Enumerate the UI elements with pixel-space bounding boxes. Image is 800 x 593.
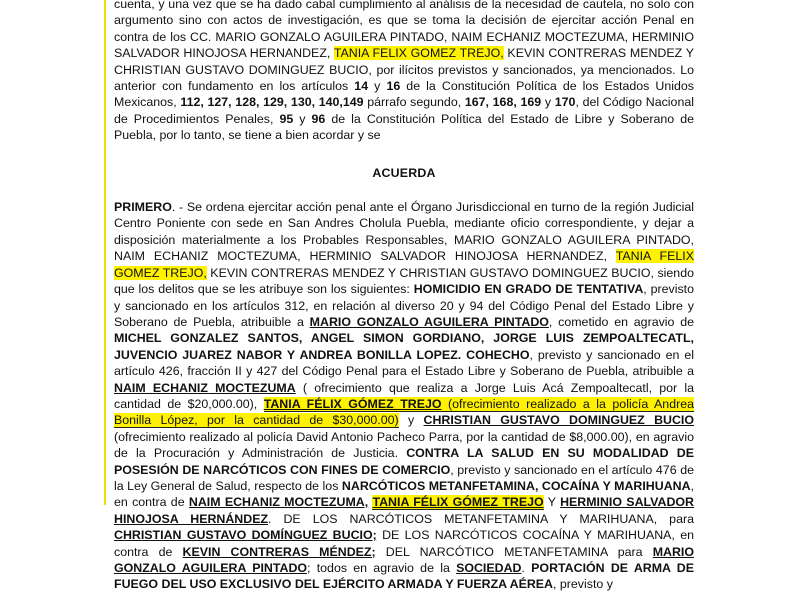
document-body [114,0,694,593]
text-span: ; todos en agravio de la [307,561,457,575]
text-span: de la Constitución Política de los Estados Unidos Mexicanos, [114,79,694,110]
text-span: . DE LOS NARCÓTICOS METANFETAMINA Y MARIHUANA, para [268,511,694,526]
bold-span: NARCÓTICOS METANFETAMINA, COCAÍNA Y MARIHUANA [341,478,691,493]
text-span: y [541,95,555,110]
highlight-name: TANIA FELIX GOMEZ TREJO, [333,46,504,61]
underlined-name: KEVIN CONTRERAS MÉNDEZ; [182,544,376,559]
highlight-name: TANIA FÉLIX GÓMEZ TREJO [372,495,544,510]
text-span: , previsto y sancionado en el artículo 426, fracción II y 427 del Código Penal para el Estado Libre y Soberano de Puebla, atribuible a [114,347,694,379]
text-span: . - Se ordena ejercitar acción penal ante el Órgano Jurisdiccional en turno de la región Judicial Centro Poniente con sede en San Andres Cholula Puebla, mediante oficio correspondiente, y dejar a disposición materialmente a los Probables Responsables, MARIO GONZALO AGUILERA PINTADO, NAIM ECHANIZ MOCTEZUMA, HERMINIO SALVADOR HINOJOSA HERNANDEZ, [114,200,694,264]
bold-span: 16 [386,79,401,94]
underlined-name: NAIM ECHANIZ MOCTEZUMA [114,380,296,395]
text-span: KEVIN CONTRERAS MENDEZ Y CHRISTIAN GUSTAVO DOMINGUEZ BUCIO, por ilícitos previstos y sancionados, ya mencionados. Lo anterior con fundamento en los artículos [114,46,695,94]
underlined-name: NAIM ECHANIZ MOCTEZUMA, [188,495,369,510]
text-span: cuenta, y una vez que se ha dado cabal cumplimiento al análisis de la necesidad de cautela, no solo con argumento sino con actos de investigación, es que se toma la decisión de ejercitar acción Penal en contra de los CC. MARIO GONZALO AGUILERA PINTADO, NAIM ECHANIZ MOCTEZUMA, HERMINIO SALVADOR HINOJOSA HERNANDEZ, [114,0,694,61]
underlined-name: CHRISTIAN GUSTAVO DOMÍNGUEZ BUCIO; [114,528,377,543]
text-span: . [521,561,532,575]
text-span: DE LOS NARCÓTICOS COCAÍNA Y MARIHUANA, en contra de [114,528,695,559]
bold-span: 96 [311,111,326,126]
bold-span: 95 [279,111,294,126]
paragraph-intro [114,0,694,144]
margin-rule [104,0,106,505]
underlined-name: SOCIEDAD [456,561,522,575]
text-span: , previsto y sancionado en el artículo 476 de la Ley General de Salud, respecto de los [114,462,694,493]
bold-span: 14 [354,79,369,94]
text-span: Y [543,495,561,510]
bold-span: CONTRA LA SALUD EN SU MODALIDAD DE POSESIÓN DE NARCÓTICOS CON FINES DE COMERCIO [114,446,695,477]
text-span: (ofrecimiento realizado a la policía Andrea Bonilla López, por la cantidad de $30,000.00) [114,396,694,428]
underlined-name: MARIO GONZALO AGUILERA PINTADO [309,314,549,329]
bold-span: PORTACIÓN DE ARMA DE FUEGO DEL USO EXCLUSIVO DEL EJÉRCITO ARMADA Y FUERZA AÉREA [114,561,694,592]
text-span: , previsto y [553,577,613,592]
underlined-name: CHRISTIAN GUSTAVO DOMINGUEZ BUCIO [423,413,694,428]
bold-span: MICHEL GONZALEZ SANTOS, ANGEL SIMON GORDIANO, JORGE LUIS ZEMPOALTECATL, JUVENCIO JUAREZ NABOR Y ANDREA BONILLA LOPEZ. COHECHO [114,331,694,362]
paragraph-primero [114,199,694,593]
text-span: ( ofrecimiento que realiza a Jorge Luis Acá Zempoaltecatl, por la cantidad de $20,000.00), [114,380,695,411]
underlined-name: HERMINIO SALVADOR HINOJOSA HERNÁNDEZ [114,495,694,526]
underlined-name: TANIA FÉLIX GÓMEZ TREJO [263,396,442,411]
section-heading: ACUERDA [372,165,436,180]
text-span: , cometido en agravio de [548,314,694,329]
bold-span: 167, 168, 169 [464,95,542,110]
bold-span: 170 [554,95,576,110]
text-span: y [368,79,387,94]
highlight-name: TANIA FELIX GOMEZ TREJO, [114,249,694,280]
text-span: , del Código Nacional de Procedimientos Penales, [114,95,694,126]
bold-span: PRIMERO [114,200,172,215]
text-span: y [293,111,312,126]
text-span: , en contra de [114,478,694,510]
text-span: párrafo segundo, [363,95,465,110]
text-span: (ofrecimiento realizado al policía David Antonio Pacheco Parra, por la cantidad de $8,000.00), en agravio de la Procuración y Administración de Justicia. [114,429,694,461]
text-span: KEVIN CONTRERAS MENDEZ Y CHRISTIAN GUSTAVO DOMINGUEZ BUCIO, siendo que los delitos que se les atribuye son los siguientes: [114,265,694,297]
underlined-name: MARIO GONZALO AGUILERA PINTADO [114,544,694,575]
text-span: , previsto y sancionado en los artículos 312, en relación al diverso 20 y 94 del Código Penal del Estado Libre y Soberano de Puebla, atribuible a [114,282,694,329]
bold-span: HOMICIDIO EN GRADO DE TENTATIVA [413,282,644,297]
text-span: y [398,413,424,428]
bold-span: 112, 127, 128, 129, 130, 140,149 [180,95,364,110]
text-span: DEL NARCÓTICO METANFETAMINA para [375,544,653,559]
text-span: de la Constitución Política del Estado de Libre y Soberano de Puebla, por lo tanto, se tiene a bien acordar y se [114,111,694,143]
